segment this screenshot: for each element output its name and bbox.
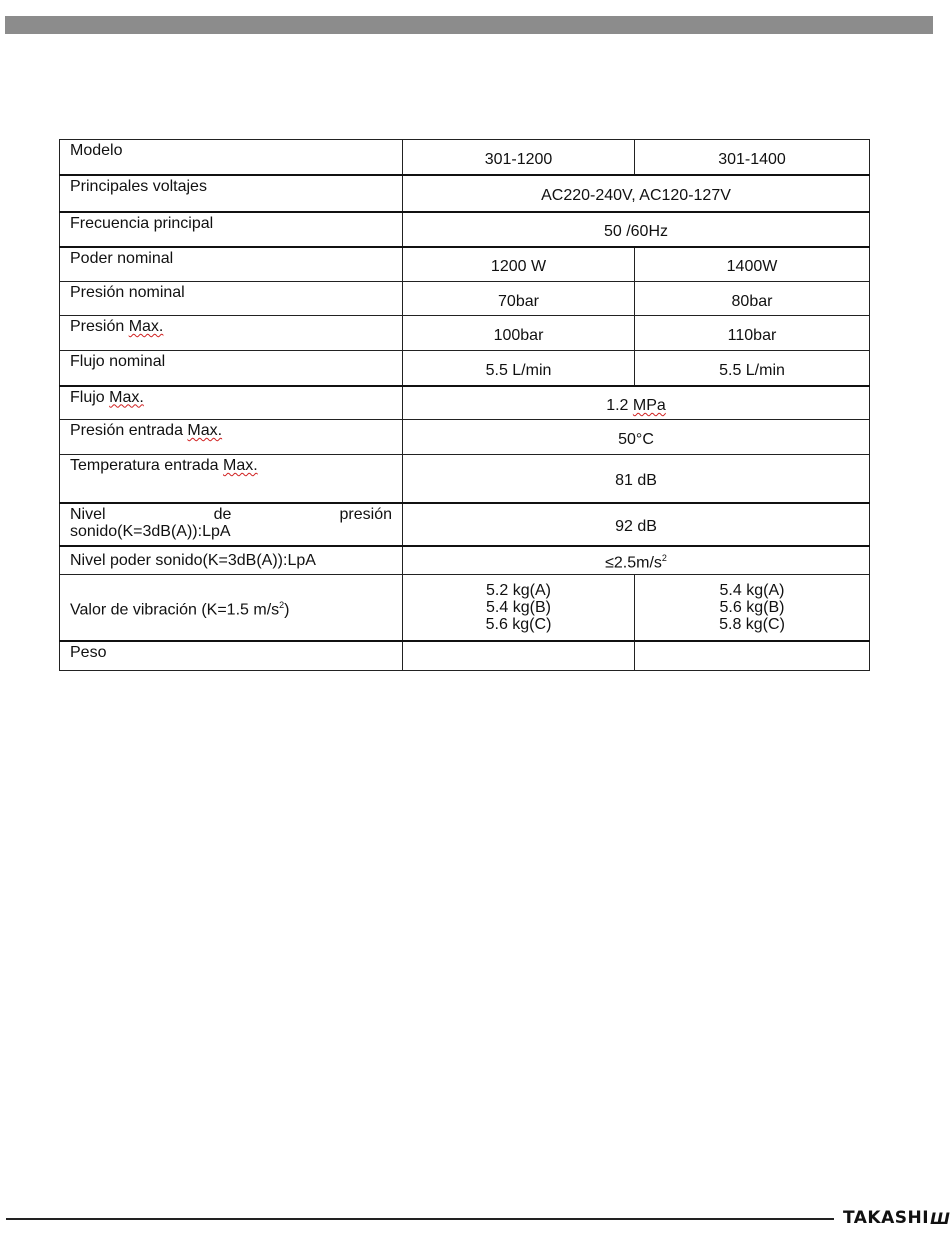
value-voltajes: AC220-240V, AC120-127V	[403, 175, 870, 212]
value-flujo-nominal-2: 5.5 L/min	[635, 351, 870, 386]
table-row-presion-max	[60, 316, 870, 351]
top-header-bar	[5, 16, 933, 34]
logo-mark-icon: Ш	[930, 1208, 950, 1228]
value-peso-1	[403, 641, 635, 671]
table-row-temperatura-entrada	[60, 455, 870, 503]
value-presion-nominal-2: 80bar	[635, 282, 870, 316]
table-row-frecuencia	[60, 212, 870, 247]
table-row-modelo	[60, 140, 870, 175]
value-vibracion-2-b: 5.6 kg(B)	[719, 598, 785, 616]
value-nivel-presion-sonido: 92 dB	[403, 503, 870, 546]
value-flujo-max	[403, 386, 870, 420]
table-row-voltajes	[60, 175, 870, 212]
model-1-header: 301-1200	[403, 140, 635, 175]
label-vibracion-sup: 2	[279, 599, 285, 610]
label-peso: Peso	[60, 641, 403, 671]
label-nivel-presion-line1	[70, 506, 392, 523]
value-vibracion-1-a: 5.2 kg(A)	[486, 581, 551, 599]
label-flujo-max	[60, 386, 403, 420]
label-presion-entrada-main: Presión entrada	[70, 422, 183, 439]
label-presion-max-mark: Max.	[128, 318, 164, 335]
value-poder-nominal-2: 1400W	[635, 247, 870, 282]
value-vibracion-1-c: 5.6 kg(C)	[485, 615, 552, 633]
value-nivel-poder-main: ≤2.5m/s	[605, 553, 662, 571]
label-word-presion: presión	[339, 505, 392, 523]
takashi-logo	[843, 1208, 950, 1228]
label-temperatura-entrada-mark: Max.	[222, 457, 258, 474]
table-row-nivel-poder-sonido	[60, 546, 870, 575]
table-row-peso	[60, 641, 870, 671]
label-modelo: Modelo	[60, 140, 403, 175]
label-vibracion-main: Valor de vibración (K=1.5 m/s	[70, 600, 280, 618]
value-presion-max-2: 110bar	[635, 316, 870, 351]
value-poder-nominal-1: 1200 W	[403, 247, 635, 282]
value-nivel-poder-sup: 2	[661, 552, 667, 563]
table-row-nivel-presion-sonido	[60, 503, 870, 546]
footer-rule	[6, 1218, 834, 1220]
table-row-vibracion	[60, 575, 870, 641]
model-2-header: 301-1400	[635, 140, 870, 175]
table-row-presion-entrada	[60, 420, 870, 455]
label-flujo-max-main: Flujo	[70, 388, 105, 406]
label-word-nivel: Nivel	[70, 505, 106, 523]
value-vibracion-2	[635, 575, 870, 641]
label-presion-entrada	[60, 420, 403, 455]
label-temperatura-entrada-main: Temperatura entrada	[70, 457, 219, 474]
logo-text: TAKASHI	[843, 1208, 930, 1228]
value-vibracion-2-a: 5.4 kg(A)	[719, 581, 785, 599]
value-vibracion-1-b: 5.4 kg(B)	[486, 598, 551, 616]
label-nivel-presion-line2: sonido(K=3dB(A)):LpA	[70, 522, 231, 540]
label-vibracion	[60, 575, 403, 641]
value-presion-nominal-1: 70bar	[403, 282, 635, 316]
table-row-flujo-max	[60, 386, 870, 420]
value-vibracion-2-c: 5.8 kg(C)	[719, 615, 785, 633]
label-presion-max	[60, 316, 403, 351]
label-nivel-presion-sonido	[60, 503, 403, 546]
label-flujo-nominal: Flujo nominal	[60, 351, 403, 386]
table-row-flujo-nominal	[60, 351, 870, 386]
value-vibracion-1	[403, 575, 635, 641]
label-voltajes: Principales voltajes	[60, 175, 403, 212]
specifications-table	[59, 139, 870, 671]
label-presion-nominal: Presión nominal	[60, 282, 403, 316]
value-flujo-max-main: 1.2	[606, 396, 629, 414]
value-nivel-poder-sonido	[403, 546, 870, 575]
value-flujo-nominal-1: 5.5 L/min	[403, 351, 635, 386]
label-vibracion-end: )	[284, 600, 290, 618]
label-poder-nominal: Poder nominal	[60, 247, 403, 282]
table-row-poder-nominal	[60, 247, 870, 282]
value-flujo-max-unit: MPa	[632, 396, 666, 414]
value-presion-max-1: 100bar	[403, 316, 635, 351]
label-presion-max-main: Presión	[70, 318, 125, 335]
label-nivel-poder-sonido: Nivel poder sonido(K=3dB(A)):LpA	[60, 546, 403, 575]
label-presion-entrada-mark: Max.	[187, 422, 223, 439]
value-frecuencia: 50 /60Hz	[403, 212, 870, 247]
table-row-presion-nominal	[60, 282, 870, 316]
value-presion-entrada: 50°C	[403, 420, 870, 455]
value-peso-2	[635, 641, 870, 671]
label-frecuencia: Frecuencia principal	[60, 212, 403, 247]
value-temperatura-entrada: 81 dB	[403, 455, 870, 503]
label-temperatura-entrada	[60, 455, 403, 503]
label-word-de: de	[213, 505, 232, 523]
label-flujo-max-mark: Max.	[109, 388, 144, 406]
